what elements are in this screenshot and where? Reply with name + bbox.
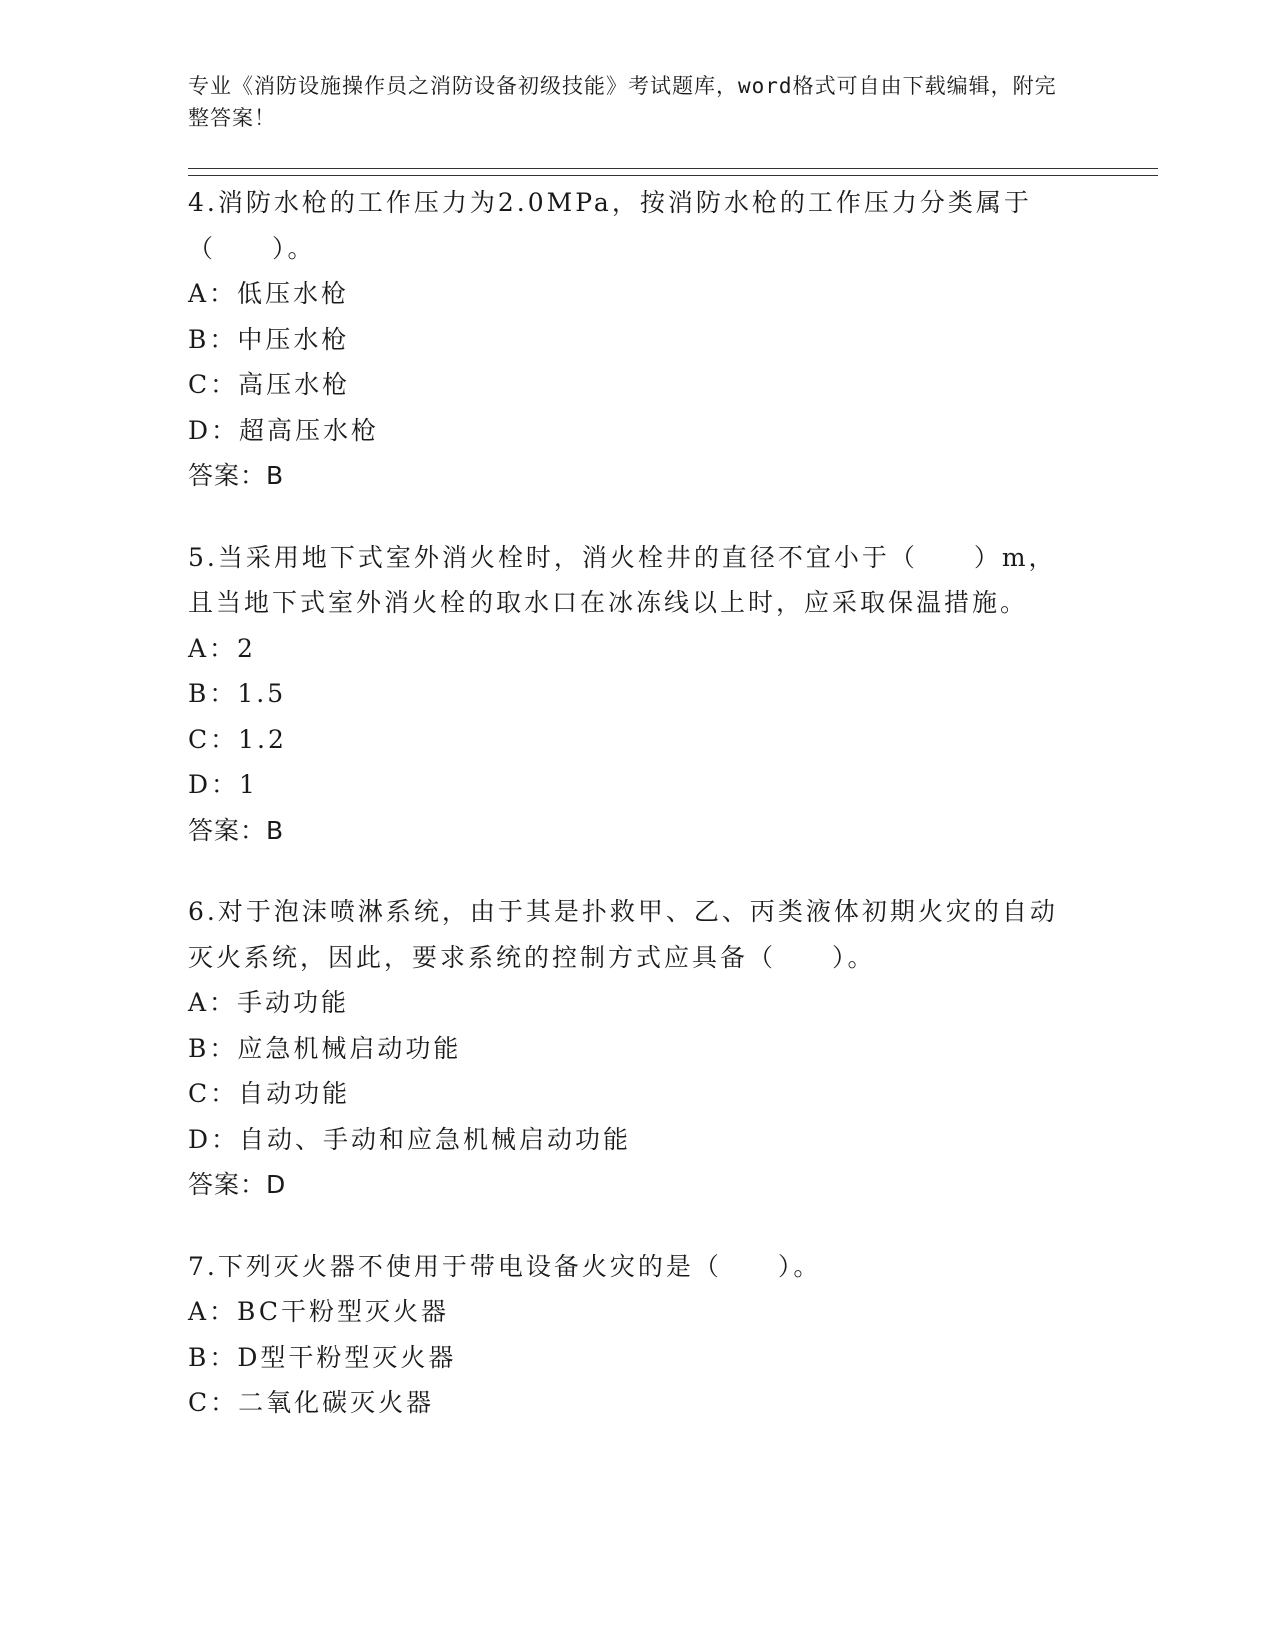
option-b: B：1.5 [188, 679, 287, 708]
option-c: C：1.2 [188, 724, 287, 754]
option-d: D：自动、手动和应急机械启动功能 [188, 1124, 632, 1154]
question-stem: 5.当采用地下式室外消火栓时，消火栓井的直径不宜小于（ ）m，且当地下式室外消火栓的取水口在冰冻线以上时，应采取保温措施。 [188, 542, 1057, 617]
option-d: D：1 [188, 770, 258, 799]
question-stem: 4.消防水枪的工作压力为2.0MPa，按消防水枪的工作压力分类属于（ ）。 [188, 188, 1032, 263]
question-list [188, 180, 1158, 1426]
option-d: D：超高压水枪 [188, 415, 380, 445]
option-a: A：2 [188, 633, 256, 663]
option-c: C：高压水枪 [188, 370, 351, 399]
answer-text: 答案：B [188, 815, 285, 845]
question-stem: 6.对于泡沫喷淋系统，由于其是扑救甲、乙、丙类液体初期火灾的自动灭火系统，因此，要求系统的控制方式应具备（ ）。 [188, 897, 1058, 972]
question-stem: 7.下列灭火器不使用于带电设备火灾的是（ ）。 [188, 1251, 822, 1281]
option-a: A：低压水枪 [188, 279, 350, 308]
option-a: A：BC干粉型灭火器 [188, 1297, 450, 1326]
question-item [188, 889, 1158, 1208]
document-page [188, 70, 1158, 1462]
question-item [188, 1244, 1158, 1426]
option-b: B：D型干粉型灭火器 [188, 1342, 457, 1372]
option-c: C：自动功能 [188, 1079, 351, 1108]
answer-text: 答案：D [188, 1170, 287, 1199]
option-b: B：应急机械启动功能 [188, 1033, 462, 1063]
option-b: B：中压水枪 [188, 324, 350, 354]
document-header: 专业《消防设施操作员之消防设备初级技能》考试题库，word格式可自由下载编辑，附完整答案！ [188, 74, 1057, 130]
question-item [188, 535, 1158, 854]
question-item [188, 180, 1158, 499]
answer-text: 答案：B [188, 461, 285, 490]
option-a: A：手动功能 [188, 988, 350, 1017]
header-divider [188, 168, 1158, 176]
option-c: C：二氧化碳灭火器 [188, 1388, 435, 1417]
